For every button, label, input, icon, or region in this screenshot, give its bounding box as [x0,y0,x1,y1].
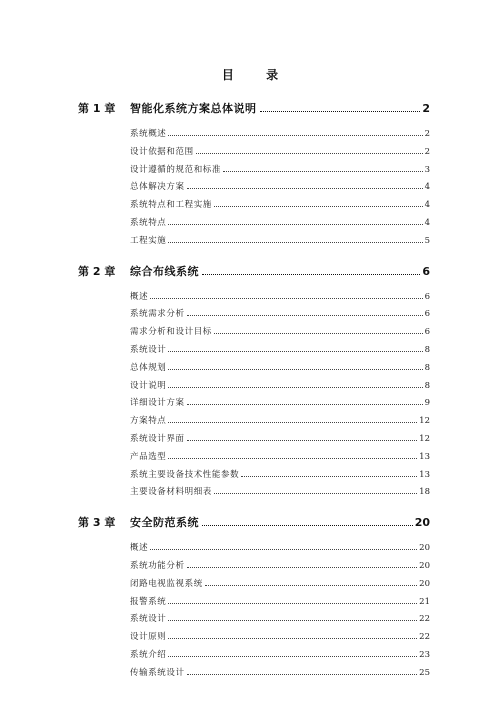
toc-entry[interactable] [130,485,430,503]
dot-leader [168,135,422,136]
dot-leader [202,525,413,526]
toc-entry[interactable] [130,612,430,630]
toc-entry[interactable] [130,414,430,432]
toc-entry[interactable] [130,559,430,577]
chapter-heading[interactable] [78,100,430,116]
dot-leader [168,603,417,604]
toc-entry[interactable] [130,630,430,648]
chapter-entries [78,127,430,252]
entry-page-number: 13 [419,451,430,462]
dot-leader [241,476,417,477]
toc-entry[interactable] [130,145,430,163]
toc-entry[interactable] [130,325,430,343]
entry-title: 报警系统 [130,596,167,607]
dot-leader [260,111,421,112]
entry-page-number: 13 [419,469,430,480]
chapter-number: 第 1 章 [78,102,116,115]
entry-title: 系统特点和工程实施 [130,200,212,211]
toc-entry[interactable] [130,127,430,145]
entry-title: 概述 [130,543,149,554]
chapter-number: 第 2 章 [78,264,116,278]
dot-leader [205,585,417,586]
entry-title: 概述 [130,291,149,302]
entry-page-number: 22 [419,614,430,625]
entry-title: 设计遵循的规范和标准 [130,164,222,175]
dot-leader [168,351,422,352]
dot-leader [168,638,417,639]
dot-leader [168,422,417,423]
dot-leader [187,188,423,189]
table-of-contents [78,100,430,695]
chapter-heading[interactable] [78,263,430,279]
toc-entry[interactable] [130,180,430,198]
entry-title: 传输系统设计 [130,667,185,678]
entry-title: 系统介绍 [130,649,167,660]
entry-title: 设计原则 [130,632,167,643]
dot-leader [168,620,417,621]
toc-title: 目 录 [221,68,293,82]
toc-entry[interactable] [130,432,430,450]
entry-title: 设计依据和范围 [130,146,194,157]
entry-title: 方案特点 [130,416,167,427]
toc-entry[interactable] [130,290,430,308]
dot-leader [214,333,423,334]
entry-page-number: 6 [424,309,430,320]
entry-title: 主要设备材料明细表 [130,487,212,498]
toc-entry[interactable] [130,666,430,684]
dot-leader [168,387,422,388]
entry-page-number: 8 [424,380,430,391]
dot-leader [214,206,423,207]
chapter-page-number: 6 [422,264,430,278]
chapter-title: 智能化系统方案总体说明 [130,102,257,115]
entry-page-number: 20 [419,543,430,554]
toc-entry[interactable] [130,450,430,468]
toc-entry[interactable] [130,234,430,252]
entry-page-number: 23 [419,649,430,660]
chapter-title: 安全防范系统 [130,516,199,530]
entry-title: 系统设计 [130,344,167,355]
entry-page-number: 3 [424,164,430,175]
toc-entry[interactable] [130,361,430,379]
entry-title: 设计说明 [130,380,167,391]
entry-page-number: 12 [419,416,430,427]
toc-entry[interactable] [130,577,430,595]
entry-title: 需求分析和设计目标 [130,327,212,338]
entry-title: 系统概述 [130,129,167,139]
entry-page-number: 4 [424,217,430,228]
dot-leader [187,567,418,568]
dot-leader [187,315,423,316]
entry-title: 系统设计 [130,614,167,625]
entry-page-number: 21 [419,596,430,607]
entry-title: 系统主要设备技术性能参数 [130,469,240,480]
toc-entry[interactable] [130,648,430,666]
entry-page-number: 22 [419,632,430,643]
toc-entry[interactable] [130,595,430,613]
toc-entry[interactable] [130,198,430,216]
dot-leader [168,242,422,243]
entry-page-number: 2 [424,129,430,139]
dot-leader [168,369,422,370]
entry-page-number: 2 [424,146,430,157]
toc-entry[interactable] [130,307,430,325]
chapter-entries [78,541,430,683]
entry-title: 产品选型 [130,451,167,462]
entry-title: 系统设计界面 [130,433,185,444]
toc-entry[interactable] [130,468,430,486]
entry-page-number: 8 [424,344,430,355]
toc-entry[interactable] [130,343,430,361]
entry-page-number: 6 [424,291,430,302]
toc-entry[interactable] [130,163,430,181]
entry-title: 系统特点 [130,217,167,228]
entry-title: 详细设计方案 [130,398,185,409]
dot-leader [187,674,418,675]
chapter-entries [78,290,430,504]
entry-title: 工程实施 [130,235,167,246]
entry-page-number: 6 [424,327,430,338]
entry-page-number: 18 [419,487,430,498]
dot-leader [202,274,420,275]
entry-page-number: 25 [419,667,430,678]
toc-entry[interactable] [130,379,430,397]
dot-leader [168,458,417,459]
entry-page-number: 9 [424,398,430,409]
dot-leader [187,404,423,405]
dot-leader [150,298,422,299]
entry-page-number: 20 [419,578,430,589]
dot-leader [168,224,422,225]
dot-leader [168,656,417,657]
toc-entry[interactable] [130,396,430,414]
entry-page-number: 12 [419,433,430,444]
dot-leader [150,549,417,550]
entry-page-number: 20 [419,560,430,571]
chapter-heading[interactable] [78,514,430,530]
entry-page-number: 4 [424,182,430,193]
entry-title: 总体规划 [130,362,167,373]
chapter-page-number: 20 [414,516,430,530]
entry-title: 闭路电视监视系统 [130,578,203,589]
chapter-page-number: 2 [422,102,430,115]
dot-leader [187,440,418,441]
chapter-number: 第 3 章 [78,516,116,530]
entry-title: 系统功能分析 [130,560,185,571]
entry-title: 系统需求分析 [130,309,185,320]
toc-entry[interactable] [130,216,430,234]
entry-page-number: 5 [424,235,430,246]
entry-title: 总体解决方案 [130,182,185,193]
dot-leader [223,171,423,172]
toc-entry[interactable] [130,541,430,559]
entry-page-number: 4 [424,200,430,211]
chapter-title: 综合布线系统 [130,264,199,278]
dot-leader [214,493,417,494]
entry-page-number: 8 [424,362,430,373]
dot-leader [196,153,423,154]
